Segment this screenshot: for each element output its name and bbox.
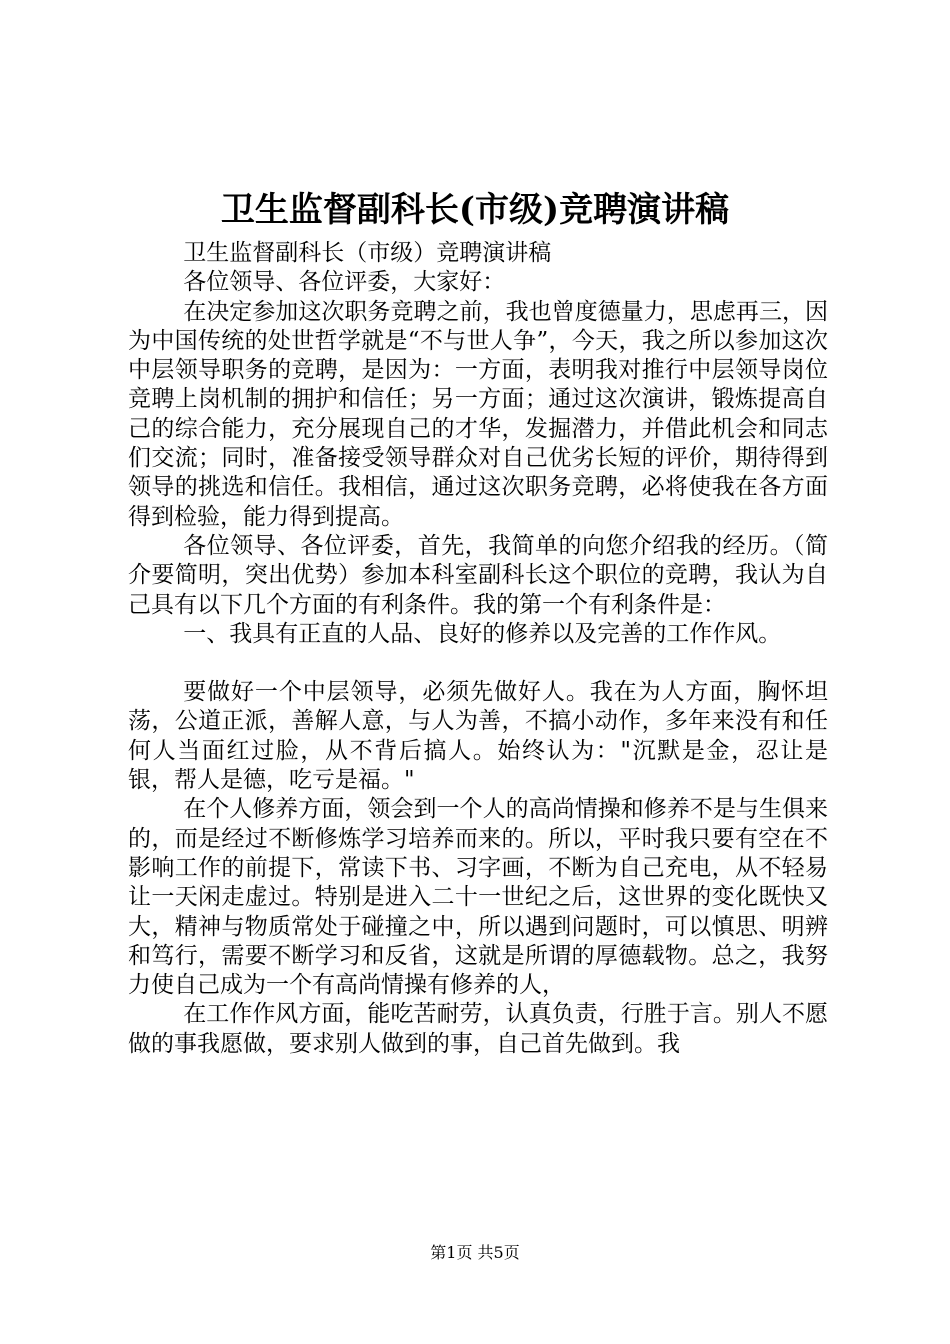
paragraph-greeting: 各位领导、各位评委，大家好： [183,269,506,296]
document-body [128,239,828,1059]
paragraph: 各位领导、各位评委，首先，我简单的向您介绍我的经历。（简介要简明，突出优势）参加本科室副科长这个职位的竞聘，我认为自己具有以下几个方面的有利条件。我的第一个有利条件是： [128,532,828,618]
document-title: 卫生监督副科长(市级)竞聘演讲稿 [220,190,730,230]
paragraph-subtitle: 卫生监督副科长（市级）竞聘演讲稿 [183,240,552,266]
paragraph: 在工作作风方面，能吃苦耐劳，认真负责，行胜于言。别人不愿做的事我愿做，要求别人做到的事，自己首先做到。我 [128,1001,828,1057]
paragraph: 在决定参加这次职务竞聘之前，我也曾度德量力，思虑再三，因为中国传统的处世哲学就是“不与世人争”，今天，我之所以参加这次中层领导职务的竞聘，是因为：一方面，表明我对推行中层领导岗位竞聘上岗机制的拥护和信任；另一方面；通过这次演讲，锻炼提高自己的综合能力，充分展现自己的才华，发掘潜力，并借此机会和同志们交流；同时，准备接受领导群众对自己优劣长短的评价，期待得到领导的挑选和信任。我相信，通过这次职务竞聘，必将使我在各方面得到检验，能力得到提高。 [128,298,828,530]
page-footer: 第1页 共5页 [430,1243,520,1262]
paragraph-heading: 一、我具有正直的人品、良好的修养以及完善的工作作风。 [183,620,782,647]
paragraph: 要做好一个中层领导，必须先做好人。我在为人方面，胸怀坦荡，公道正派，善解人意，与人为善，不搞小动作，多年来没有和任何人当面红过脸，从不背后搞人。始终认为："沉默是金，忍让是银，帮人是德，吃亏是福。" [128,679,828,794]
paragraph: 在个人修养方面，领会到一个人的高尚情操和修养不是与生俱来的，而是经过不断修炼学习培养而来的。所以，平时我只要有空在不影响工作的前提下，常读下书、习字画，不断为自己充电，从不轻易让一天闲走虚过。特别是进入二十一世纪之后，这世界的变化既快又大，精神与物质常处于碰撞之中，所以遇到问题时，可以慎思、明辨和笃行，需要不断学习和反省，这就是所谓的厚德载物。总之，我努力使自己成为一个有高尚情操有修养的人， [128,796,828,999]
